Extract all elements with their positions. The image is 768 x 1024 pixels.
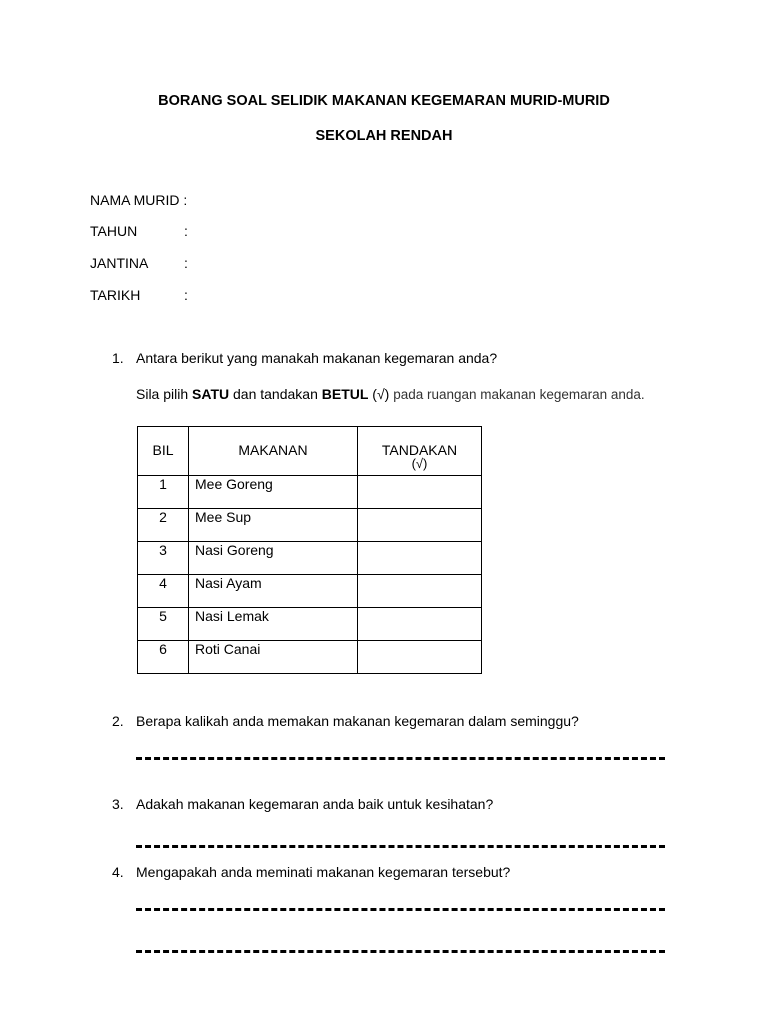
question-3-number: 3. bbox=[112, 796, 124, 812]
row-tandakan-cell[interactable] bbox=[358, 608, 482, 641]
row-makanan: Mee Goreng bbox=[189, 476, 358, 509]
answer-line-q3[interactable] bbox=[136, 845, 665, 848]
table-row bbox=[138, 509, 482, 542]
header-tandakan bbox=[358, 427, 482, 476]
header-makanan: MAKANAN bbox=[189, 427, 358, 476]
table-row bbox=[138, 476, 482, 509]
question-2-text: Berapa kalikah anda memakan makanan kegemaran dalam seminggu? bbox=[136, 713, 579, 729]
instruction-prefix: Sila pilih bbox=[136, 386, 193, 402]
instruction-middle: dan tandakan bbox=[229, 386, 322, 402]
instruction-satu: SATU bbox=[192, 386, 230, 402]
table-header-row bbox=[138, 427, 482, 476]
row-tandakan-cell[interactable] bbox=[358, 542, 482, 575]
instruction-tick: (√) bbox=[368, 386, 394, 402]
row-bil: 6 bbox=[138, 641, 189, 674]
field-colon-tarikh: : bbox=[184, 287, 188, 303]
row-tandakan-cell[interactable] bbox=[358, 476, 482, 509]
question-4-number: 4. bbox=[112, 864, 124, 880]
header-bil: BIL bbox=[138, 427, 189, 476]
field-label-tahun: TAHUN bbox=[90, 223, 138, 239]
row-bil: 2 bbox=[138, 509, 189, 542]
table-row bbox=[138, 542, 482, 575]
answer-line-q4-b[interactable] bbox=[136, 950, 665, 953]
form-title: BORANG SOAL SELIDIK MAKANAN KEGEMARAN MURID-MURID bbox=[158, 93, 610, 109]
row-makanan: Roti Canai bbox=[189, 641, 358, 674]
question-4-text: Mengapakah anda meminati makanan kegemaran tersebut? bbox=[136, 864, 511, 880]
answer-line-q4-a[interactable] bbox=[136, 908, 665, 911]
row-tandakan-cell[interactable] bbox=[358, 509, 482, 542]
table-row bbox=[138, 608, 482, 641]
instruction-betul: BETUL bbox=[321, 386, 369, 402]
table-row bbox=[138, 575, 482, 608]
question-1-text: Antara berikut yang manakah makanan kegemaran anda? bbox=[136, 350, 498, 366]
field-label-jantina: JANTINA bbox=[90, 255, 149, 271]
field-label-tarikh: TARIKH bbox=[90, 287, 141, 303]
row-makanan: Nasi Ayam bbox=[189, 575, 358, 608]
form-subtitle: SEKOLAH RENDAH bbox=[315, 128, 453, 144]
field-colon-tahun: : bbox=[184, 223, 188, 239]
header-tandakan-tick: (√) bbox=[411, 456, 428, 471]
row-makanan: Mee Sup bbox=[189, 509, 358, 542]
table-row bbox=[138, 641, 482, 674]
question-2-number: 2. bbox=[112, 713, 124, 729]
question-3-text: Adakah makanan kegemaran anda baik untuk kesihatan? bbox=[136, 796, 494, 812]
row-tandakan-cell[interactable] bbox=[358, 641, 482, 674]
answer-line-q2[interactable] bbox=[136, 757, 665, 760]
header-tandakan-label: TANDAKAN bbox=[381, 442, 458, 458]
row-bil: 4 bbox=[138, 575, 189, 608]
row-bil: 1 bbox=[138, 476, 189, 509]
row-makanan: Nasi Goreng bbox=[189, 542, 358, 575]
row-makanan: Nasi Lemak bbox=[189, 608, 358, 641]
food-table bbox=[137, 426, 482, 674]
instruction-suffix: pada ruangan makanan kegemaran anda. bbox=[393, 387, 645, 402]
row-tandakan-cell[interactable] bbox=[358, 575, 482, 608]
field-colon-jantina: : bbox=[184, 255, 188, 271]
row-bil: 5 bbox=[138, 608, 189, 641]
question-1-number: 1. bbox=[112, 350, 124, 366]
field-label-nama-murid: NAMA MURID : bbox=[90, 192, 188, 208]
row-bil: 3 bbox=[138, 542, 189, 575]
question-1-instruction bbox=[136, 386, 645, 402]
